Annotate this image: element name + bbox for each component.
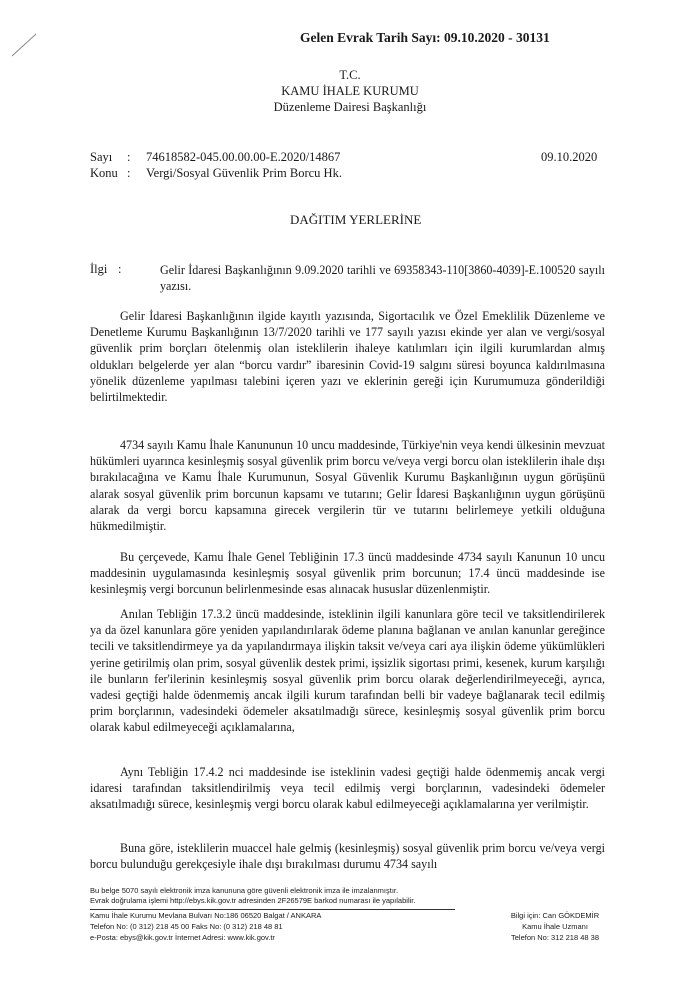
konu-label: Konu [90,166,118,180]
recipient: DAĞITIM YERLERİNE [290,212,422,227]
footer-divider [90,909,455,910]
header-tc: T.C. [339,68,361,82]
ilgi-separator: : [118,262,122,276]
header-institution: KAMU İHALE KURUMU [281,84,419,98]
ilgi-label: İlgi [90,262,108,276]
konu-separator: : [127,166,131,180]
paragraph-1: Gelir İdaresi Başkanlığının ilgide kayıtlı yazısında, Sigortacılık ve Özel Emeklilik Düzenleme ve Denetleme Kurumu Başkanlığının 13/7/2020 tarihli ve 177 sayılı yazısı ekinde yer alan ve vergi/sosyal güvenlik prim borçları ötelenmiş olan isteklilerin ihaleye katılımları için ilgili kurumlardan almış oldukları belgelerde yer alan “borcu vardır” ibaresinin Covid-19 salgını süresi boyunca kaldırılmasına yönelik düzenleme yapılması talebini içeren yazı ve eklerinin gereği için Kurumumuza gönderildiği belirtilmektedir. [90,309,605,405]
header-department: Düzenleme Dairesi Başkanlığı [273,100,427,114]
e-signature-note: Bu belge 5070 sayılı elektronik imza kanununa göre güvenli elektronik imza ile imzalanmıştır. [90,886,399,895]
incoming-document-stamp: Gelen Evrak Tarih Sayı: 09.10.2020 - 30131 [300,30,550,45]
konu-value: Vergi/Sosyal Güvenlik Prim Borcu Hk. [146,166,342,180]
paragraph-2: 4734 sayılı Kamu İhale Kanununun 10 uncu maddesinde, Türkiye'nin veya kendi ülkesinin mevzuat hükümleri uyarınca kesinleşmiş sosyal güvenlik prim borcu ve/veya vergi borcu olan isteklilerin ihale dışı bırakılacağına ve Kamu İhale Kurumunun, Sosyal Güvenlik Kurumu Başkanlığının uygun görüşünü alarak sosyal güvenlik prim borcunun kapsamı ve tutarını; Gelir İdaresi Başkanlığının uygun görüşünü alarak da vergi borcu kapsamına girecek vergilerin tür ve tutarını belirlemeye yetkili olduğuna hükmedilmiştir. [90,438,605,534]
paragraph-3: Bu çerçevede, Kamu İhale Genel Tebliğinin 17.3 üncü maddesinde 4734 sayılı Kanunun 10 uncu maddesinin uygulamasında kesinleşmiş sosyal güvenlik prim borcunun; 17.4 üncü maddesinde ise kesinleşmiş vergi borcunun belirlenmesinde esas alınacak hususlar düzenlenmiştir. [90,550,605,597]
document-date: 09.10.2020 [541,150,598,164]
sayi-separator: : [127,150,131,164]
contact-title: Bilgi için: Can GÖKDEMİR [510,911,600,920]
scan-corner-mark [10,30,38,58]
footer-email: e-Posta: ebys@kik.gov.tr İnternet Adresi: www.kik.gov.tr [90,933,275,942]
ilgi-text: Gelir İdaresi Başkanlığının 9.09.2020 tarihli ve 69358343-110[3860-4039]-E.100520 sayılı yazısı. [160,263,605,294]
sayi-label: Sayı [90,150,113,164]
contact-phone: Telefon No: 312 218 48 38 [511,933,599,942]
paragraph-5: Aynı Tebliğin 17.4.2 nci maddesinde ise isteklinin vadesi geçtiği halde ödenmemiş ancak vergi idaresi tarafından taksitlendirilmiş veya tecil edilmiş vergi borçlarının, vadesindeki ödemeler aksatılmadığı sürece, kesinleşmiş vergi borcu olarak kabul edilmeyeceği açıklamalarına yer verilmiştir. [90,765,605,812]
contact-role: Kamu İhale Uzmanı [522,922,588,931]
verification-note: Evrak doğrulama işlemi http://ebys.kik.gov.tr adresinden 2F26579E barkod numarası ile yapılabilir. [90,896,416,905]
paragraph-4: Anılan Tebliğin 17.3.2 üncü maddesinde, isteklinin ilgili kanunlara göre tecil ve taksitlendirilerek ya da özel kanunlara göre yeniden yapılandırılarak ödeme planına bağlanan ve anılan kanunlar gereğince tecili ve taksitlendirmeye ya da yapılandırmaya ilişkin taksit ve/veya cari aya ilişkin ödeme yükümlükleri yerine getirilmiş olan prim, sosyal güvenlik destek primi, işsizlik sigortası primi, kesenek, kurum karşılığı ile bunların fer'ilerinin kesinleşmiş sosyal güvenlik prim borcu olarak değerlendirilmeyeceği, ayrıca, vadesi geçtiği halde ödenmemiş ancak ilgili kurum tarafından belli bir vadeye bağlanarak tecil edilmiş prim borçlarının, vadesindeki ödemeler aksatılmadığı sürece, kesinleşmiş sosyal güvenlik prim borcu olarak kabul edilmeyeceği açıklamalarına, [90,607,605,735]
footer-phone: Telefon No: (0 312) 218 45 00 Faks No: (0 312) 218 48 81 [90,922,283,931]
sayi-value: 74618582-045.00.00.00-E.2020/14867 [146,150,341,164]
footer-address: Kamu İhale Kurumu Mevlana Bulvarı No:186 06520 Balgat / ANKARA [90,911,322,920]
paragraph-6: Buna göre, isteklilerin muaccel hale gelmiş (kesinleşmiş) sosyal güvenlik prim borcu ve/veya vergi borcu bulunduğu gerekçesiyle ihale dışı bırakılması durumu 4734 sayılı [90,841,605,872]
